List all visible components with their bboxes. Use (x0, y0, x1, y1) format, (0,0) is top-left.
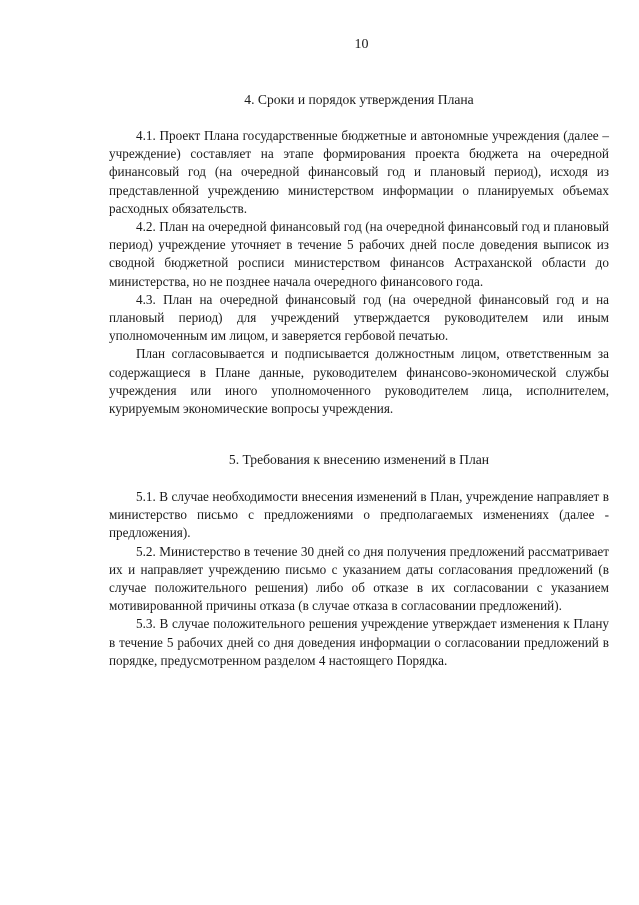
paragraph-4-3: 4.3. План на очередной финансовый год (на очередной финансовый год и на плановый период) для учреждений утверждается руководителем или иным уполномоченным им лицом, и заверяется гербовой печатью. (109, 291, 609, 344)
section-4-heading: 4. Сроки и порядок утверждения Плана (244, 92, 474, 107)
paragraph-5-3: 5.3. В случае положительного решения учреждение утверждает изменения к Плану в течение 5 рабочих дней со дня доведения информации о согласовании предложений в порядке, предусмотренном разделом 4 настоящего Порядка. (109, 616, 609, 668)
paragraph-5-2: 5.2. Министерство в течение 30 дней со дня получения предложений рассматривает их и направляет учреждению письмо с указанием даты согласования предложений (в случае положительного решения) либо об отказе в их согласовании с указанием мотивированной причины отказа (в случае отказа в согласовании предложений). (109, 543, 609, 614)
paragraph-4-1: 4.1. Проект Плана государственные бюджетные и автономные учреждения (далее – учреждение) составляет на этапе формирования проекта бюджета на очередной финансовый год (на очередной финансовый год и плановый период), исходя из представленной учреждению министерством информации о планируемых объемах расходных обязательств. (109, 128, 609, 216)
paragraph-4-approval: План согласовывается и подписывается должностным лицом, ответственным за содержащиеся в Плане данные, руководителем финансово-экономической службы учреждения или иного уполномоченного руководителем лица, исполнителем, курируемым экономические вопросы учреждения. (109, 346, 609, 417)
paragraph-4-2: 4.2. План на очередной финансовый год (на очередной финансовый год и плановый период) учреждение уточняет в течение 5 рабочих дней после доведения выписок из сводной бюджетной росписи министерством финансов Астраханской области до министерства, но не позднее начала очередного финансового года. (109, 219, 609, 289)
section-4-body (109, 127, 609, 418)
section-5-body (109, 488, 609, 670)
section-5-heading: 5. Требования к внесению изменений в План (228, 452, 490, 467)
paragraph-5-1: 5.1. В случае необходимости внесения изменений в План, учреждение направляет в министерство письмо с предложениями о предполагаемых изменениях (далее - предложения). (109, 489, 609, 541)
page-number: 10 (354, 37, 369, 52)
